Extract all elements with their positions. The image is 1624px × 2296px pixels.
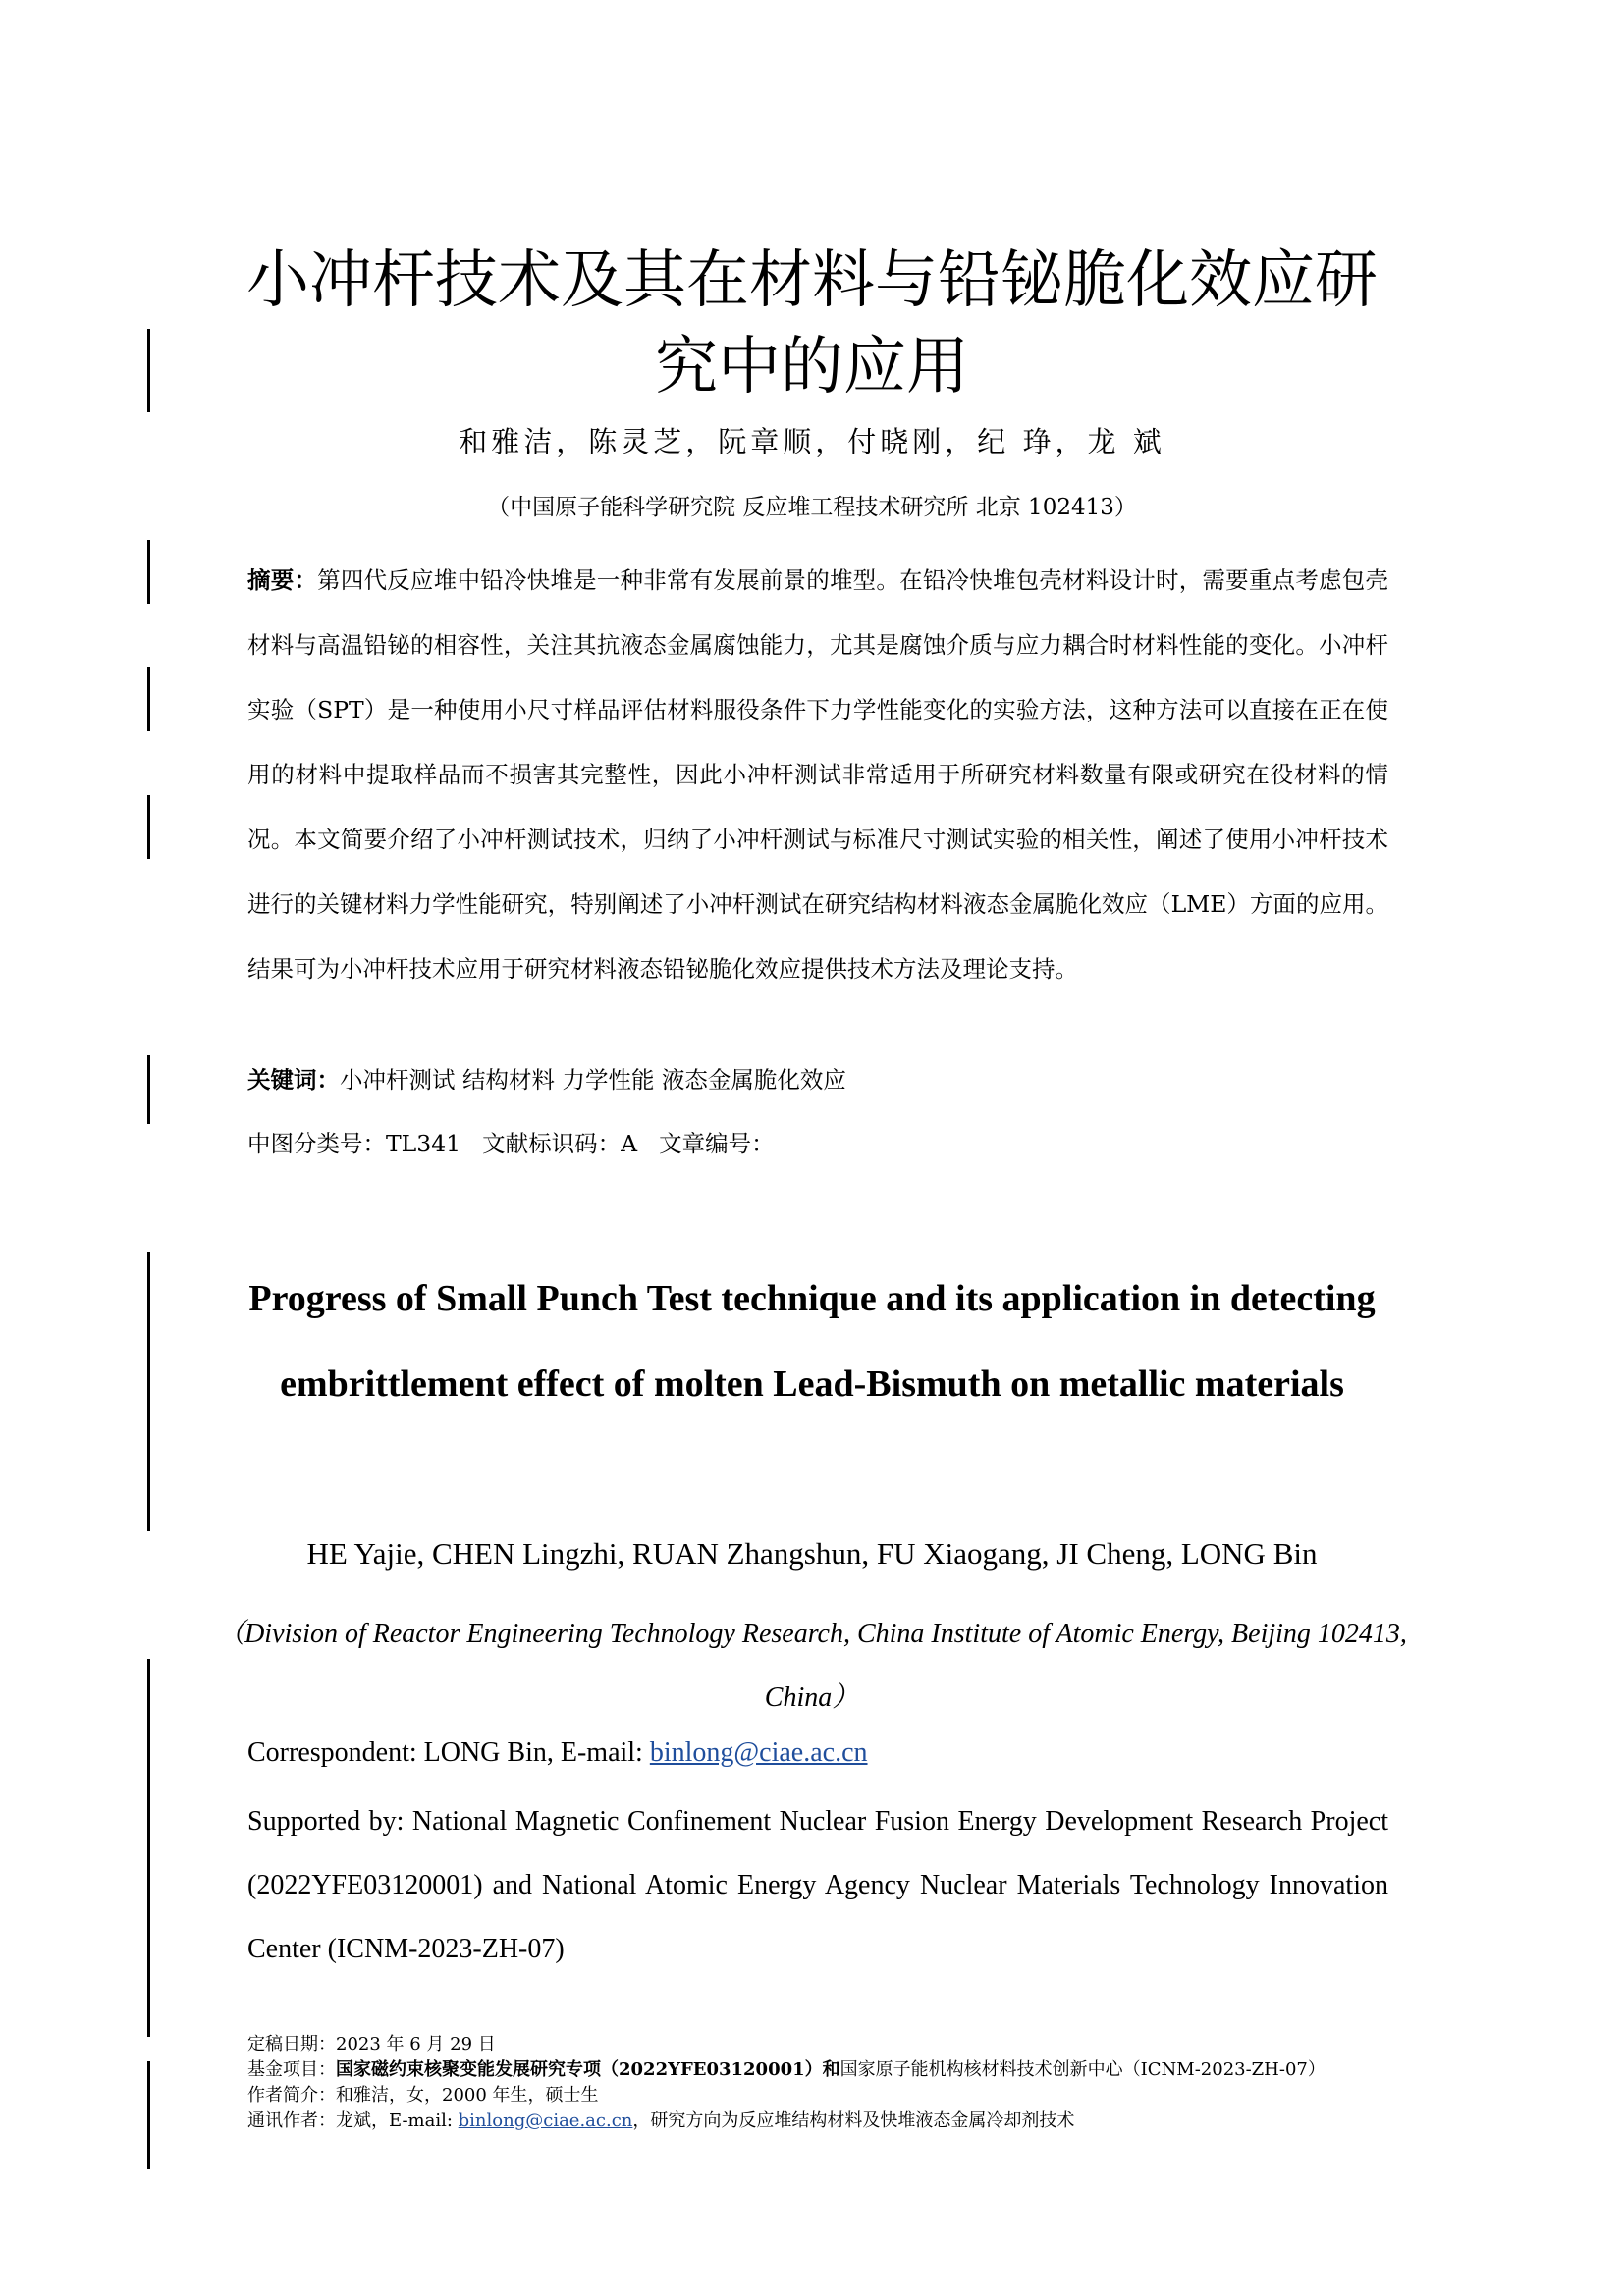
title-cn-line-1: 小冲杆技术及其在材料与铅铋脆化效应研 — [246, 244, 1378, 317]
footnotes — [247, 2032, 1426, 2134]
correspondent-email-link[interactable]: binlong@ciae.ac.cn — [649, 1737, 868, 1768]
footnote-received: 定稿日期：2023 年 6 月 29 日 — [247, 2034, 496, 2055]
authors-en: HE Yajie, CHEN Lingzhi, RUAN Zhangshun, FU Xiaogang, JI Cheng, LONG Bin — [306, 1536, 1318, 1571]
correspondent — [247, 1737, 868, 1769]
document-code: 文献标识码：A — [482, 1130, 638, 1157]
keywords — [247, 1058, 1388, 1101]
authors-cn: 和雅洁，陈灵芝，阮章顺，付晓刚，纪 琤，龙 斌 — [459, 425, 1165, 458]
footnote-email-link[interactable]: binlong@ciae.ac.cn — [458, 2110, 633, 2131]
clc-number: 中图分类号：TL341 — [247, 1130, 461, 1157]
change-bar — [147, 329, 150, 412]
change-bar — [147, 1659, 150, 2037]
change-bar — [147, 2061, 150, 2169]
change-bar — [147, 540, 150, 604]
supported-by: Supported by: National Magnetic Confinement Nuclear Fusion Energy Development Research Project (2022YFE03120001) and National Atomic Energy Agency Nuclear Materials Technology Innovation Center (ICNM-2023-ZH-07) — [247, 1806, 1388, 1964]
title-cn-line-2: 究中的应用 — [655, 331, 969, 403]
affiliation-cn: （中国原子能科学研究院 反应堆工程技术研究所 北京 102413） — [487, 495, 1137, 520]
keywords-text: 小冲杆测试 结构材料 力学性能 液态金属脆化效应 — [340, 1066, 846, 1094]
change-bar — [147, 1252, 150, 1531]
classification — [247, 1122, 1388, 1165]
footnote-corr-label: 通讯作者：龙斌，E-mail: — [247, 2110, 459, 2131]
abstract — [247, 548, 1388, 1001]
title-cn — [196, 238, 1428, 410]
keywords-label: 关键词： — [247, 1066, 340, 1094]
affiliation-en: （Division of Reactor Engineering Technology Research, China Institute of Atomic Energy, Beijing 102413, China） — [217, 1619, 1407, 1713]
article-number: 文章编号： — [659, 1130, 775, 1157]
footnote-correspondent — [247, 2109, 1426, 2134]
change-bar — [147, 667, 150, 731]
abstract-text: 第四代反应堆中铅冷快堆是一种非常有发展前景的堆型。在铅冷快堆包壳材料设计时，需要重点考虑包壳材料与高温铅铋的相容性，关注其抗液态金属腐蚀能力，尤其是腐蚀介质与应力耦合时材料性能的变化。小冲杆实验（SPT）是一种使用小尺寸样品评估材料服役条件下力学性能变化的实验方法，这种方法可以直接在正在使用的材料中提取样品而不损害其完整性，因此小冲杆测试非常适用于所研究材料数量有限或研究在役材料的情况。本文简要介绍了小冲杆测试技术，归纳了小冲杆测试与标准尺寸测试实验的相关性，阐述了使用小冲杆技术进行的关键材料力学性能研究，特别阐述了小冲杆测试在研究结构材料液态金属脆化效应（LME）方面的应用。结果可为小冲杆技术应用于研究材料液态铅铋脆化效应提供技术方法及理论支持。 — [247, 566, 1388, 983]
footnote-author-bio: 作者简介：和雅洁，女，2000 年生，硕士生 — [247, 2085, 599, 2106]
change-bar — [147, 1055, 150, 1124]
footnote-fund-label: 基金项目： — [247, 2059, 336, 2080]
footnote-corr-rest: ，研究方向为反应堆结构材料及快堆液态金属冷却剂技术 — [632, 2110, 1075, 2131]
footnote-fund — [247, 2057, 1426, 2083]
title-en: Progress of Small Punch Test technique and its application in detecting embrittlement effect of molten Lead-Bismuth on metallic materials — [248, 1278, 1376, 1405]
correspondent-label: Correspondent: LONG Bin, E-mail: — [247, 1737, 650, 1768]
footnote-fund-rest: 国家原子能机构核材料技术创新中心（ICNM-2023-ZH-07） — [839, 2059, 1326, 2080]
footnote-fund-bold: 国家磁约束核聚变能发展研究专项（2022YFE03120001）和 — [336, 2059, 840, 2080]
change-bar — [147, 795, 150, 859]
abstract-label: 摘要： — [247, 566, 318, 594]
